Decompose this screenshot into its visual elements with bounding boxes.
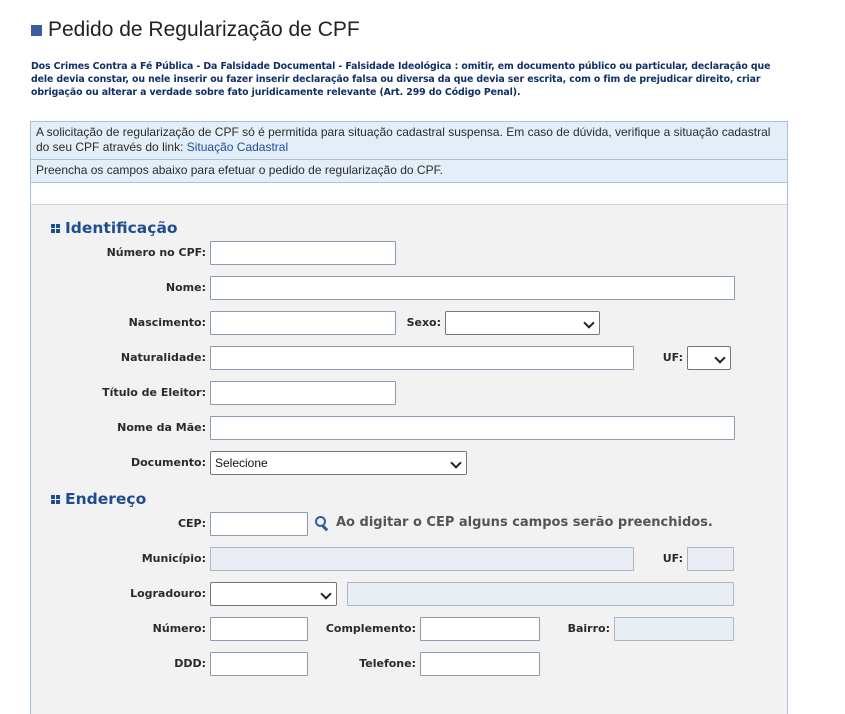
titulo-eleitor-input[interactable] <box>210 381 396 405</box>
grid-icon <box>51 224 60 233</box>
chevron-down-icon <box>714 352 725 363</box>
numero-label: Número: <box>152 622 206 635</box>
logradouro-label: Logradouro: <box>130 587 206 600</box>
ddd-label: DDD: <box>174 657 206 670</box>
nascimento-input[interactable] <box>210 311 396 335</box>
municipio-input[interactable] <box>210 547 634 571</box>
square-bullet-icon <box>31 25 42 36</box>
nome-mae-input[interactable] <box>210 416 735 440</box>
spacer-row <box>31 183 787 205</box>
section-identificacao-title: Identificação <box>65 219 178 237</box>
notice-panel <box>31 122 787 160</box>
instruction-panel <box>31 160 787 183</box>
naturalidade-uf-label: UF: <box>662 351 683 364</box>
ddd-input[interactable] <box>210 652 308 676</box>
chevron-down-icon <box>583 317 594 328</box>
naturalidade-label: Naturalidade: <box>120 351 206 364</box>
legal-warning: Dos Crimes Contra a Fé Pública - Da Falsidade Documental - Falsidade Ideológica : omitir, em documento público ou particular, declaração que dele devia constar, ou nele inserir ou fazer inserir declaração falsa ou diversa da que devia ser escrita, com o fim de prejudicar direito, criar obrigação ou alterar a verdade sobre fato juridicamente relevante (Art. 299 do Código Penal). <box>31 61 771 98</box>
nome-label: Nome: <box>165 281 206 294</box>
notice-text: A solicitação de regularização de CPF só é permitida para situação cadastral suspensa. Em caso de dúvida, verifique a situação cadastral do seu CPF através do link: <box>36 125 771 154</box>
cep-label: CEP: <box>177 517 206 530</box>
endereco-uf-input[interactable] <box>687 547 734 571</box>
complemento-input[interactable] <box>420 617 540 641</box>
instruction-text: Preencha os campos abaixo para efetuar o pedido de regularização do CPF. <box>36 163 443 177</box>
logradouro-type-select[interactable] <box>210 582 337 606</box>
cpf-label: Número no CPF: <box>106 246 206 259</box>
page-title <box>31 18 360 42</box>
section-identificacao <box>51 219 178 237</box>
nome-input[interactable] <box>210 276 735 300</box>
cep-input[interactable] <box>210 512 308 536</box>
cep-hint <box>315 515 713 530</box>
numero-input[interactable] <box>210 617 308 641</box>
telefone-label: Telefone: <box>359 657 416 670</box>
section-endereco-title: Endereço <box>65 490 147 508</box>
endereco-uf-label: UF: <box>662 552 683 565</box>
sexo-label: Sexo: <box>406 316 441 329</box>
naturalidade-input[interactable] <box>210 346 634 370</box>
section-endereco <box>51 490 146 508</box>
telefone-input[interactable] <box>420 652 540 676</box>
municipio-label: Município: <box>141 552 206 565</box>
cpf-input[interactable] <box>210 241 396 265</box>
nascimento-label: Nascimento: <box>128 316 206 329</box>
cep-hint-text: Ao digitar o CEP alguns campos serão preenchidos. <box>336 515 713 530</box>
page-title-text: Pedido de Regularização de CPF <box>48 18 360 41</box>
bairro-input[interactable] <box>614 617 734 641</box>
complemento-label: Complemento: <box>325 622 416 635</box>
search-icon[interactable] <box>315 516 329 530</box>
logradouro-input[interactable] <box>347 582 734 606</box>
nome-mae-label: Nome da Mãe: <box>117 421 206 434</box>
chevron-down-icon <box>450 457 461 468</box>
documento-select[interactable] <box>210 451 467 475</box>
documento-select-value: Selecione <box>215 456 268 470</box>
situacao-cadastral-link[interactable]: Situação Cadastral <box>186 140 289 154</box>
sexo-select[interactable] <box>445 311 600 335</box>
titulo-eleitor-label: Título de Eleitor: <box>102 386 206 399</box>
chevron-down-icon <box>320 588 331 599</box>
documento-label: Documento: <box>130 456 206 469</box>
bairro-label: Bairro: <box>567 622 610 635</box>
naturalidade-uf-select[interactable] <box>687 346 731 370</box>
grid-icon <box>51 495 60 504</box>
